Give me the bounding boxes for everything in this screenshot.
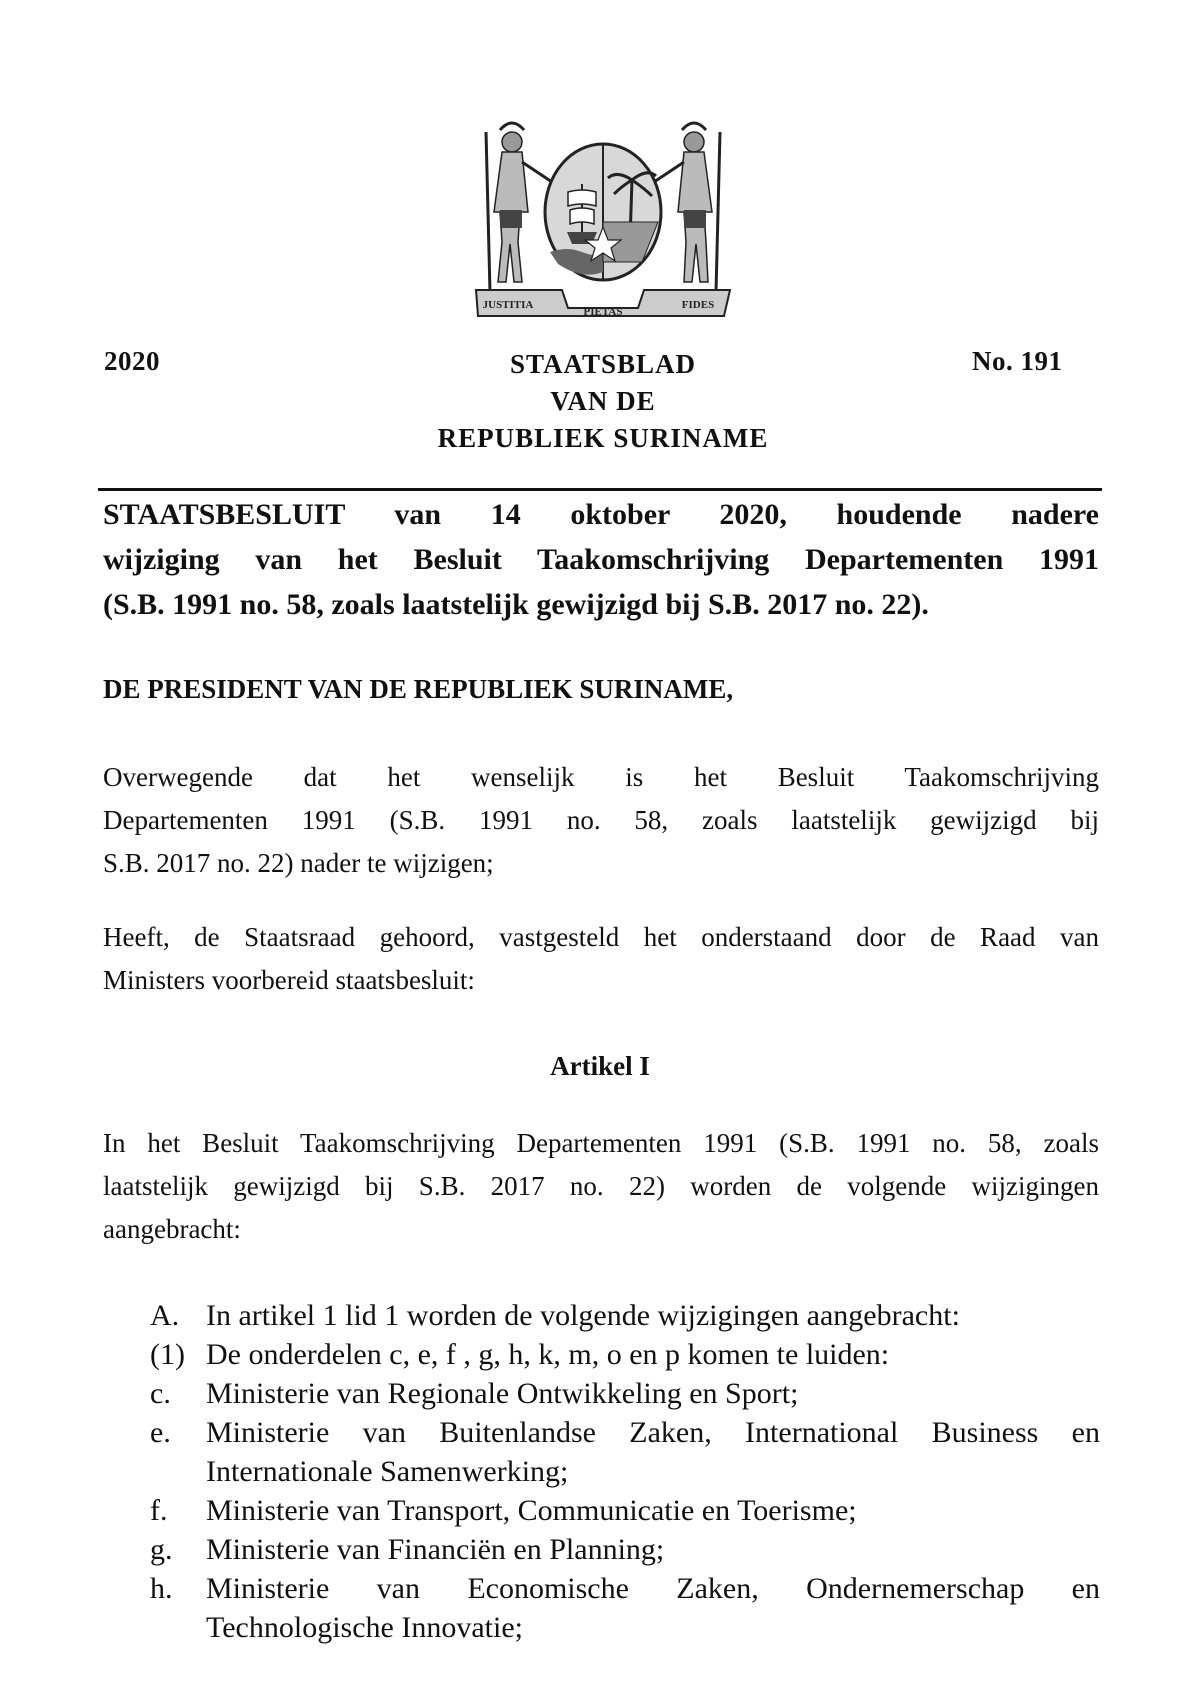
list-item <box>150 1296 1100 1335</box>
list-marker: h. <box>150 1572 173 1605</box>
list-item-text: Ministerie van Regionale Ontwikkeling en Sport; <box>206 1377 799 1410</box>
gazette-number: No. 191 <box>972 346 1063 376</box>
list-item <box>150 1491 1100 1530</box>
gazette-header <box>300 346 906 457</box>
list-marker: e. <box>150 1416 171 1449</box>
gazette-year: 2020 <box>104 346 160 376</box>
list-item <box>150 1530 1100 1569</box>
paragraph-line: Departementen 1991 (S.B. 1991 no. 58, zoals laatstelijk gewijzigd bij <box>103 805 1099 835</box>
list-marker: f. <box>150 1494 168 1527</box>
paragraph-line: Ministers voorbereid staatsbesluit: <box>103 965 475 995</box>
list-item-text: Ministerie van Economische Zaken, Ondernemerschap en <box>206 1572 1100 1605</box>
paragraph-line: laatstelijk gewijzigd bij S.B. 2017 no. 22) worden de volgende wijzigingen <box>103 1171 1099 1201</box>
title-line: STAATSBESLUIT van 14 oktober 2020, houdende nadere <box>103 498 1099 531</box>
article-heading: Artikel I <box>550 1051 650 1081</box>
paragraph-line: aangebracht: <box>103 1214 241 1244</box>
list-item-text: De onderdelen c, e, f , g, h, k, m, o en p komen te luiden: <box>206 1338 890 1371</box>
list-item-text: Ministerie van Buitenlandse Zaken, International Business en <box>206 1416 1100 1449</box>
paragraph-line: S.B. 2017 no. 22) nader te wijzigen; <box>103 848 494 878</box>
heeft-paragraph <box>103 916 1099 1002</box>
decree-title <box>103 492 1099 627</box>
motto-fides: FIDES <box>681 299 715 311</box>
list-item <box>150 1569 1100 1647</box>
list-item <box>150 1374 1100 1413</box>
list-item-text: Technologische Innovatie; <box>206 1611 523 1644</box>
gazette-title: STAATSBLAD <box>509 349 697 379</box>
list-item-text: In artikel 1 lid 1 worden de volgende wijzigingen aangebracht: <box>206 1299 960 1332</box>
motto-justitia: JUSTITIA <box>482 299 534 311</box>
list-marker: g. <box>150 1533 173 1566</box>
gazette-republic: REPUBLIEK SURINAME <box>437 423 769 453</box>
coat-of-arms-icon <box>472 112 734 330</box>
paragraph-line: Heeft, de Staatsraad gehoord, vastgesteld het onderstaand door de Raad van <box>103 922 1099 952</box>
title-line: (S.B. 1991 no. 58, zoals laatstelijk gewijzigd bij S.B. 2017 no. 22). <box>103 588 929 621</box>
gazette-subtitle: VAN DE <box>550 386 656 416</box>
list-marker: (1) <box>150 1338 185 1371</box>
divider <box>98 488 1102 491</box>
title-line: wijziging van het Besluit Taakomschrijving Departementen 1991 <box>103 543 1099 576</box>
overwegende-paragraph <box>103 756 1099 885</box>
president-heading: DE PRESIDENT VAN DE REPUBLIEK SURINAME, <box>103 674 734 704</box>
list-item <box>150 1335 1100 1374</box>
amendment-list <box>150 1296 1100 1647</box>
paragraph-line: Overwegende dat het wenselijk is het Besluit Taakomschrijving <box>103 762 1099 792</box>
list-item-text: Ministerie van Transport, Communicatie en Toerisme; <box>206 1494 857 1527</box>
list-marker: c. <box>150 1377 171 1410</box>
list-item <box>150 1413 1100 1491</box>
article-intro-paragraph <box>103 1122 1099 1251</box>
paragraph-line: In het Besluit Taakomschrijving Departementen 1991 (S.B. 1991 no. 58, zoals <box>103 1128 1099 1158</box>
motto-pietas: PIETAS <box>583 306 623 318</box>
list-item-text: Ministerie van Financiën en Planning; <box>206 1533 665 1566</box>
list-item-text: Internationale Samenwerking; <box>206 1455 569 1488</box>
list-marker: A. <box>150 1299 180 1332</box>
